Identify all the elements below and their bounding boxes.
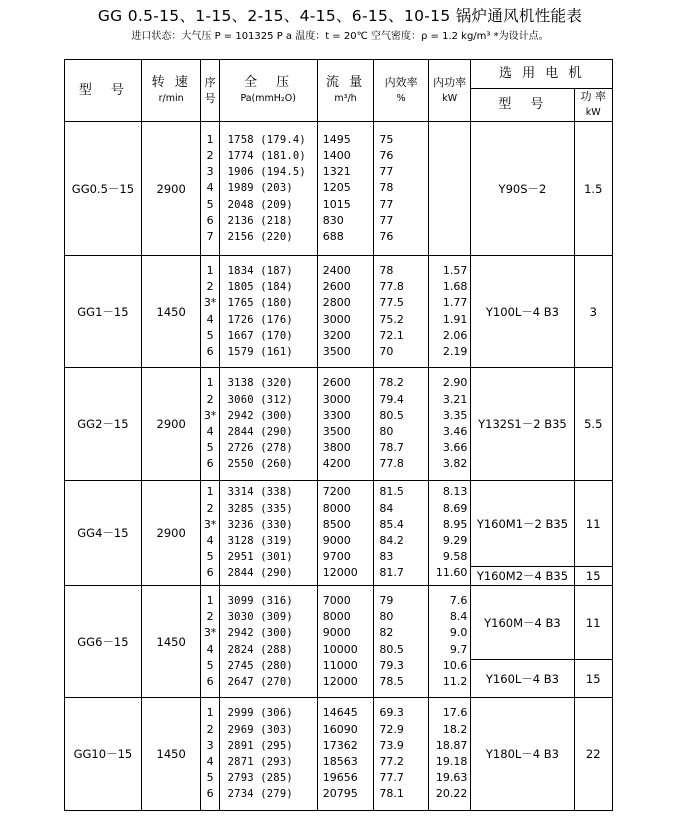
kw-value: 9.29 xyxy=(442,534,468,547)
seq-value: 2 xyxy=(206,610,214,624)
kw-value: 9.0 xyxy=(449,626,468,640)
kw-value: 11.2 xyxy=(442,674,468,688)
fan-group-row xyxy=(65,481,613,567)
flow-value: 1495 xyxy=(322,132,351,146)
flow-value: 3800 xyxy=(322,441,351,455)
pressure-value: 2048 (209) xyxy=(227,198,293,211)
fan-model: GG2－15 xyxy=(65,368,142,481)
motor-model: Y90S－2 xyxy=(471,122,574,256)
fan-speed: 2900 xyxy=(141,481,201,586)
seq-value: 1 xyxy=(206,132,214,146)
flow-value: 1015 xyxy=(322,197,351,211)
pressure-value: 1774 (181.0) xyxy=(227,150,306,163)
eff-value: 72.9 xyxy=(379,722,404,736)
pressure-value: 2942 (300) xyxy=(227,409,293,422)
pressure-value: 2550 (260) xyxy=(227,458,293,471)
flow-value: 19656 xyxy=(322,771,358,785)
eff-list xyxy=(374,586,429,698)
flow-value: 2600 xyxy=(322,280,351,294)
seq-value: 2 xyxy=(206,392,214,406)
kw-value: 18.2 xyxy=(442,722,468,736)
pressure-list xyxy=(219,586,317,698)
eff-value: 83 xyxy=(379,550,394,564)
eff-value: 78.5 xyxy=(379,674,404,688)
pressure-value: 1805 (184) xyxy=(227,281,293,294)
pressure-value: 1906 (194.5) xyxy=(227,166,306,179)
eff-list xyxy=(374,481,429,586)
kw-value: 7.6 xyxy=(449,593,468,607)
seq-value: 1 xyxy=(206,376,214,390)
flow-value: 14645 xyxy=(322,706,358,720)
motor-model: Y180L－4 B3 xyxy=(471,698,574,811)
kw-value xyxy=(429,132,470,148)
seq-value: 2 xyxy=(206,280,214,294)
pressure-value: 2942 (300) xyxy=(227,627,293,640)
kw-value: 2.19 xyxy=(442,344,468,358)
pressure-value: 2793 (285) xyxy=(227,772,293,785)
flow-value: 10000 xyxy=(322,642,358,656)
pressure-value: 1758 (179.4) xyxy=(227,133,306,146)
pressure-value: 1667 (170) xyxy=(227,329,293,342)
flow-list xyxy=(317,122,374,256)
seq-value: 1 xyxy=(206,485,214,499)
flow-value: 3500 xyxy=(322,425,351,438)
seq-value: 5 xyxy=(206,197,214,211)
kw-value xyxy=(429,197,470,213)
motor-power: 11 xyxy=(574,586,613,660)
pressure-value: 3314 (338) xyxy=(227,486,293,499)
fan-speed: 1450 xyxy=(141,586,201,698)
seq-list xyxy=(201,586,219,698)
eff-value: 77.8 xyxy=(379,280,404,294)
kw-list xyxy=(428,698,470,811)
flow-value: 12000 xyxy=(322,566,358,580)
kw-list xyxy=(428,368,470,481)
kw-value: 9.7 xyxy=(449,642,468,656)
flow-value: 2600 xyxy=(322,376,351,390)
kw-value: 9.58 xyxy=(442,550,468,564)
kw-value: 2.06 xyxy=(442,328,468,342)
pressure-list xyxy=(219,368,317,481)
eff-value: 77 xyxy=(379,197,394,211)
flow-value: 2800 xyxy=(322,296,351,310)
seq-value: 1 xyxy=(206,593,214,607)
seq-value: 5 xyxy=(206,328,214,342)
seq-value: 3 xyxy=(206,165,214,179)
flow-value: 9000 xyxy=(322,626,351,640)
seq-value: 5 xyxy=(206,771,214,785)
flow-value: 9700 xyxy=(322,550,351,564)
fan-group-row xyxy=(65,698,613,811)
flow-value: 3000 xyxy=(322,392,351,406)
seq-value: 4 xyxy=(206,755,214,768)
seq-value: 3 xyxy=(206,738,214,752)
eff-list xyxy=(374,368,429,481)
eff-value: 78 xyxy=(379,181,394,195)
eff-value: 75 xyxy=(379,132,394,146)
header-flow: 流 量 m³/h xyxy=(317,60,374,122)
pressure-value: 2951 (301) xyxy=(227,551,293,564)
pressure-value: 3099 (316) xyxy=(227,594,293,607)
pressure-value: 1989 (203) xyxy=(227,182,293,195)
flow-value: 4200 xyxy=(322,457,351,471)
flow-value: 688 xyxy=(322,229,344,243)
seq-value: 6 xyxy=(206,566,214,580)
fan-model: GG1－15 xyxy=(65,256,142,368)
pressure-list xyxy=(219,481,317,586)
pressure-value: 1765 (180) xyxy=(227,297,293,310)
eff-value: 80.5 xyxy=(379,408,404,422)
kw-value: 3.82 xyxy=(442,457,468,471)
eff-value: 77.2 xyxy=(379,755,404,768)
flow-value: 3000 xyxy=(322,312,351,326)
kw-value: 8.69 xyxy=(442,501,468,515)
pressure-value: 2734 (279) xyxy=(227,788,293,801)
kw-value: 1.91 xyxy=(442,312,468,326)
seq-value: 1 xyxy=(206,263,214,277)
eff-list xyxy=(374,698,429,811)
seq-value: 4 xyxy=(206,181,214,195)
seq-value: 3* xyxy=(203,296,217,310)
flow-value: 2400 xyxy=(322,263,351,277)
kw-value: 1.77 xyxy=(442,296,468,310)
flow-value: 17362 xyxy=(322,738,358,752)
kw-value: 18.87 xyxy=(435,738,468,752)
seq-value: 2 xyxy=(206,501,214,515)
flow-value: 20795 xyxy=(322,787,358,801)
kw-value: 3.66 xyxy=(442,441,468,455)
eff-list xyxy=(374,256,429,368)
eff-value: 79.3 xyxy=(379,658,404,672)
fan-model: GG0.5－15 xyxy=(65,122,142,256)
flow-value: 1321 xyxy=(322,165,351,179)
eff-value: 84.2 xyxy=(379,534,404,547)
kw-value: 1.57 xyxy=(442,263,468,277)
flow-value: 830 xyxy=(322,213,344,227)
eff-value: 78 xyxy=(379,263,394,277)
kw-value xyxy=(429,148,470,164)
motor-model: Y160M1－2 B35 xyxy=(471,481,574,567)
kw-list xyxy=(428,122,470,256)
seq-value: 5 xyxy=(206,658,214,672)
eff-value: 76 xyxy=(379,149,394,163)
eff-value: 77 xyxy=(379,213,394,227)
motor-power: 3 xyxy=(574,256,613,368)
kw-value: 2.90 xyxy=(442,376,468,390)
seq-value: 5 xyxy=(206,441,214,455)
eff-value: 79.4 xyxy=(379,392,404,406)
fan-speed: 1450 xyxy=(141,256,201,368)
eff-value: 81.7 xyxy=(379,566,404,580)
eff-value: 80.5 xyxy=(379,642,404,656)
motor-power: 15 xyxy=(574,660,613,698)
pressure-value: 2745 (280) xyxy=(227,659,293,672)
motor-power: 15 xyxy=(574,567,613,586)
seq-value: 1 xyxy=(206,706,214,720)
motor-model: Y160M－4 B3 xyxy=(471,586,574,660)
flow-value: 8500 xyxy=(322,517,351,531)
flow-value: 16090 xyxy=(322,722,358,736)
pressure-value: 2969 (303) xyxy=(227,723,293,736)
seq-value: 2 xyxy=(206,722,214,736)
eff-list xyxy=(374,122,429,256)
seq-value: 4 xyxy=(206,534,214,547)
seq-value: 6 xyxy=(206,457,214,471)
kw-value: 8.13 xyxy=(442,485,468,499)
flow-value: 3200 xyxy=(322,328,351,342)
eff-value: 77.7 xyxy=(379,771,404,785)
eff-value: 78.2 xyxy=(379,376,404,390)
flow-value: 8000 xyxy=(322,610,351,624)
inlet-conditions-note: 进口状态：大气压 P = 101325 P a 温度：t = 20℃ 空气密度：ρ = 1.2 kg/m³ *为设计点。 xyxy=(131,31,549,42)
flow-value: 3500 xyxy=(322,344,351,358)
eff-value: 73.9 xyxy=(379,738,404,752)
seq-value: 6 xyxy=(206,674,214,688)
fan-speed: 2900 xyxy=(141,122,201,256)
kw-value: 11.60 xyxy=(435,566,468,580)
flow-list xyxy=(317,698,374,811)
header-motor-model: 型 号 xyxy=(471,89,574,122)
eff-value: 84 xyxy=(379,501,394,515)
seq-value: 3* xyxy=(203,517,217,531)
seq-value: 3* xyxy=(203,408,217,422)
kw-value xyxy=(429,180,470,196)
flow-value: 9000 xyxy=(322,534,351,547)
kw-value xyxy=(429,213,470,229)
seq-list xyxy=(201,122,219,256)
kw-list xyxy=(428,481,470,586)
pressure-list xyxy=(219,256,317,368)
fan-group-row xyxy=(65,256,613,368)
seq-value: 5 xyxy=(206,550,214,564)
fan-model: GG6－15 xyxy=(65,586,142,698)
kw-list xyxy=(428,256,470,368)
eff-value: 77 xyxy=(379,165,394,179)
pressure-value: 2844 (290) xyxy=(227,426,293,438)
motor-model: Y100L－4 B3 xyxy=(471,256,574,368)
motor-power: 11 xyxy=(574,481,613,567)
flow-value: 1400 xyxy=(322,149,351,163)
header-efficiency: 内效率 % xyxy=(374,60,429,122)
eff-value: 78.1 xyxy=(379,787,404,801)
eff-value: 76 xyxy=(379,229,394,243)
flow-value: 3300 xyxy=(322,408,351,422)
eff-value: 81.5 xyxy=(379,485,404,499)
fan-speed: 1450 xyxy=(141,698,201,811)
page-title: GG 0.5-15、1-15、2-15、4-15、6-15、10-15 锅炉通风机性能表 xyxy=(97,7,583,25)
flow-value: 7000 xyxy=(322,593,351,607)
seq-value: 6 xyxy=(206,344,214,358)
flow-value: 1205 xyxy=(322,181,351,195)
eff-value: 77.5 xyxy=(379,296,404,310)
kw-value: 3.21 xyxy=(442,392,468,406)
fan-model: GG4－15 xyxy=(65,481,142,586)
seq-value: 6 xyxy=(206,787,214,801)
seq-value: 6 xyxy=(206,213,214,227)
flow-list xyxy=(317,586,374,698)
header-internal-power: 内功率 kW xyxy=(428,60,470,122)
seq-value: 4 xyxy=(206,425,214,438)
eff-value: 78.7 xyxy=(379,441,404,455)
kw-value: 17.6 xyxy=(442,706,468,720)
seq-list xyxy=(201,368,219,481)
header-pressure: 全 压 Pa(mmH₂O) xyxy=(219,60,317,122)
kw-value: 10.6 xyxy=(442,658,468,672)
motor-power: 5.5 xyxy=(574,368,613,481)
kw-value xyxy=(429,229,470,245)
eff-value: 79 xyxy=(379,593,394,607)
pressure-value: 2647 (270) xyxy=(227,675,293,688)
seq-value: 4 xyxy=(206,312,214,326)
kw-value: 3.35 xyxy=(442,408,468,422)
fan-group-row xyxy=(65,122,613,256)
seq-list xyxy=(201,481,219,586)
pressure-value: 3236 (330) xyxy=(227,518,293,531)
motor-model: Y160L－4 B3 xyxy=(471,660,574,698)
flow-value: 8000 xyxy=(322,501,351,515)
pressure-value: 1579 (161) xyxy=(227,345,293,358)
flow-list xyxy=(317,481,374,586)
pressure-value: 3285 (335) xyxy=(227,502,293,515)
kw-value xyxy=(429,164,470,180)
pressure-list xyxy=(219,122,317,256)
seq-value: 3* xyxy=(203,626,217,640)
fan-group-row xyxy=(65,368,613,481)
kw-value: 8.95 xyxy=(442,517,468,531)
fan-performance-table xyxy=(64,59,613,811)
pressure-value: 1834 (187) xyxy=(227,264,293,277)
eff-value: 75.2 xyxy=(379,312,404,326)
pressure-value: 2156 (220) xyxy=(227,230,293,243)
pressure-value: 2891 (295) xyxy=(227,739,293,752)
header-motor: 选 用 电 机 xyxy=(471,60,613,89)
header-speed: 转 速 r/min xyxy=(141,60,201,122)
pressure-value: 2999 (306) xyxy=(227,707,293,720)
fan-model: GG10－15 xyxy=(65,698,142,811)
header-motor-power: 功 率 kW xyxy=(574,89,613,122)
pressure-value: 2136 (218) xyxy=(227,214,293,227)
flow-value: 12000 xyxy=(322,674,358,688)
pressure-value: 1726 (176) xyxy=(227,313,293,326)
eff-value: 80 xyxy=(379,425,394,438)
pressure-list xyxy=(219,698,317,811)
flow-value: 11000 xyxy=(322,658,358,672)
pressure-value: 2871 (293) xyxy=(227,756,293,768)
eff-value: 77.8 xyxy=(379,457,404,471)
eff-value: 70 xyxy=(379,344,394,358)
kw-value: 1.68 xyxy=(442,280,468,294)
pressure-value: 2824 (288) xyxy=(227,643,293,656)
seq-value: 7 xyxy=(206,229,214,243)
flow-value: 18563 xyxy=(322,755,358,768)
motor-power: 1.5 xyxy=(574,122,613,256)
motor-model: Y132S1－2 B35 xyxy=(471,368,574,481)
pressure-value: 3030 (309) xyxy=(227,611,293,624)
eff-value: 82 xyxy=(379,626,394,640)
header-model: 型 号 xyxy=(65,60,142,122)
eff-value: 69.3 xyxy=(379,706,404,720)
header-seq: 序 号 xyxy=(201,60,219,122)
motor-power: 22 xyxy=(574,698,613,811)
flow-list xyxy=(317,368,374,481)
eff-value: 85.4 xyxy=(379,517,404,531)
pressure-value: 2726 (278) xyxy=(227,442,293,455)
kw-value: 8.4 xyxy=(449,610,468,624)
fan-speed: 2900 xyxy=(141,368,201,481)
pressure-value: 2844 (290) xyxy=(227,567,293,580)
kw-value: 20.22 xyxy=(435,787,468,801)
seq-list xyxy=(201,256,219,368)
pressure-value: 3138 (320) xyxy=(227,377,293,390)
kw-value: 3.46 xyxy=(442,425,468,438)
flow-list xyxy=(317,256,374,368)
seq-value: 2 xyxy=(206,149,214,163)
motor-model: Y160M2－4 B35 xyxy=(471,567,574,586)
flow-value: 7200 xyxy=(322,485,351,499)
seq-list xyxy=(201,698,219,811)
pressure-value: 3128 (319) xyxy=(227,535,293,547)
fan-group-row xyxy=(65,586,613,660)
kw-list xyxy=(428,586,470,698)
kw-value: 19.18 xyxy=(435,755,468,768)
seq-value: 4 xyxy=(206,642,214,656)
eff-value: 80 xyxy=(379,610,394,624)
kw-value: 19.63 xyxy=(435,771,468,785)
eff-value: 72.1 xyxy=(379,328,404,342)
pressure-value: 3060 (312) xyxy=(227,393,293,406)
